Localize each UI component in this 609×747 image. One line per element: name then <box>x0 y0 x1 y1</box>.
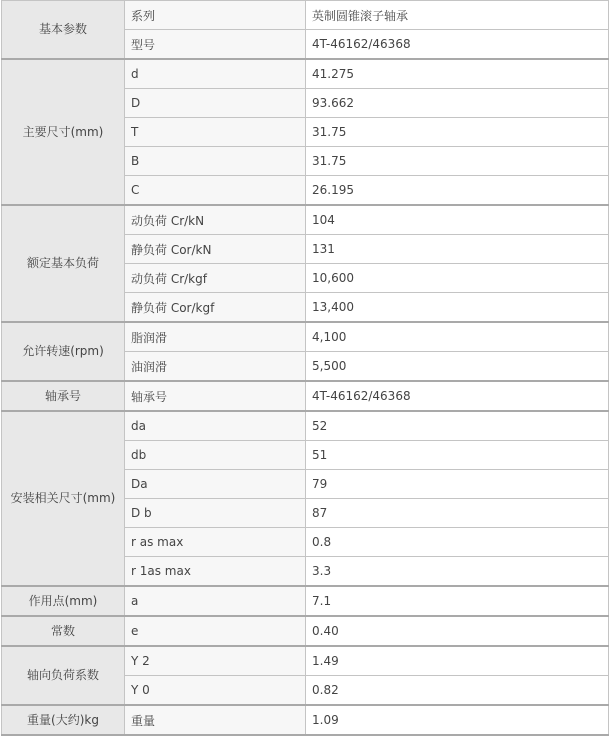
category-label: 作用点(mm) <box>2 586 125 616</box>
parameter-name: 动负荷 Cr/kgf <box>125 264 306 293</box>
parameter-name: 油润滑 <box>125 352 306 382</box>
spec-row <box>2 646 609 676</box>
category-label: 安装相关尺寸(mm) <box>2 411 125 586</box>
parameter-value: 7.1 <box>306 586 609 616</box>
parameter-value: 5,500 <box>306 352 609 382</box>
parameter-name: Da <box>125 470 306 499</box>
category-label: 轴承号 <box>2 381 125 411</box>
spec-row <box>2 616 609 646</box>
parameter-value: 10,600 <box>306 264 609 293</box>
parameter-name: 重量 <box>125 705 306 735</box>
parameter-name: C <box>125 176 306 206</box>
parameter-name: Y 2 <box>125 646 306 676</box>
parameter-name: 系列 <box>125 1 306 30</box>
category-label: 常数 <box>2 616 125 646</box>
spec-table-body <box>2 1 609 736</box>
category-label: 主要尺寸(mm) <box>2 59 125 205</box>
parameter-name: B <box>125 147 306 176</box>
parameter-value: 41.275 <box>306 59 609 89</box>
parameter-name: T <box>125 118 306 147</box>
parameter-name: r 1as max <box>125 557 306 587</box>
spec-row <box>2 381 609 411</box>
parameter-value: 0.8 <box>306 528 609 557</box>
parameter-name: D <box>125 89 306 118</box>
parameter-value: 1.09 <box>306 705 609 735</box>
parameter-name: D b <box>125 499 306 528</box>
category-label: 重量(大约)kg <box>2 705 125 735</box>
parameter-value: 52 <box>306 411 609 441</box>
category-label: 允许转速(rpm) <box>2 322 125 381</box>
parameter-name: 型号 <box>125 30 306 60</box>
parameter-value: 26.195 <box>306 176 609 206</box>
parameter-name: 静负荷 Cor/kgf <box>125 293 306 323</box>
parameter-value: 87 <box>306 499 609 528</box>
parameter-value: 4T-46162/46368 <box>306 30 609 60</box>
parameter-value: 0.82 <box>306 676 609 706</box>
parameter-value: 3.3 <box>306 557 609 587</box>
spec-row <box>2 586 609 616</box>
parameter-name: 轴承号 <box>125 381 306 411</box>
parameter-name: 动负荷 Cr/kN <box>125 205 306 235</box>
parameter-name: r as max <box>125 528 306 557</box>
parameter-value: 4,100 <box>306 322 609 352</box>
parameter-value: 4T-46162/46368 <box>306 381 609 411</box>
parameter-value: 93.662 <box>306 89 609 118</box>
category-label: 基本参数 <box>2 1 125 60</box>
spec-row <box>2 59 609 89</box>
parameter-value: 13,400 <box>306 293 609 323</box>
parameter-value: 79 <box>306 470 609 499</box>
parameter-value: 31.75 <box>306 118 609 147</box>
spec-row <box>2 205 609 235</box>
parameter-name: da <box>125 411 306 441</box>
spec-row <box>2 705 609 735</box>
parameter-value: 0.40 <box>306 616 609 646</box>
spec-row <box>2 1 609 30</box>
parameter-value: 英制圆锥滚子轴承 <box>306 1 609 30</box>
category-label: 轴向负荷系数 <box>2 646 125 705</box>
parameter-value: 51 <box>306 441 609 470</box>
parameter-value: 131 <box>306 235 609 264</box>
spec-row <box>2 411 609 441</box>
spec-row <box>2 322 609 352</box>
parameter-name: db <box>125 441 306 470</box>
parameter-value: 31.75 <box>306 147 609 176</box>
parameter-name: e <box>125 616 306 646</box>
parameter-value: 1.49 <box>306 646 609 676</box>
parameter-name: 静负荷 Cor/kN <box>125 235 306 264</box>
parameter-name: 脂润滑 <box>125 322 306 352</box>
parameter-name: d <box>125 59 306 89</box>
category-label: 额定基本负荷 <box>2 205 125 322</box>
parameter-value: 104 <box>306 205 609 235</box>
bearing-spec-table <box>1 0 609 736</box>
parameter-name: a <box>125 586 306 616</box>
parameter-name: Y 0 <box>125 676 306 706</box>
